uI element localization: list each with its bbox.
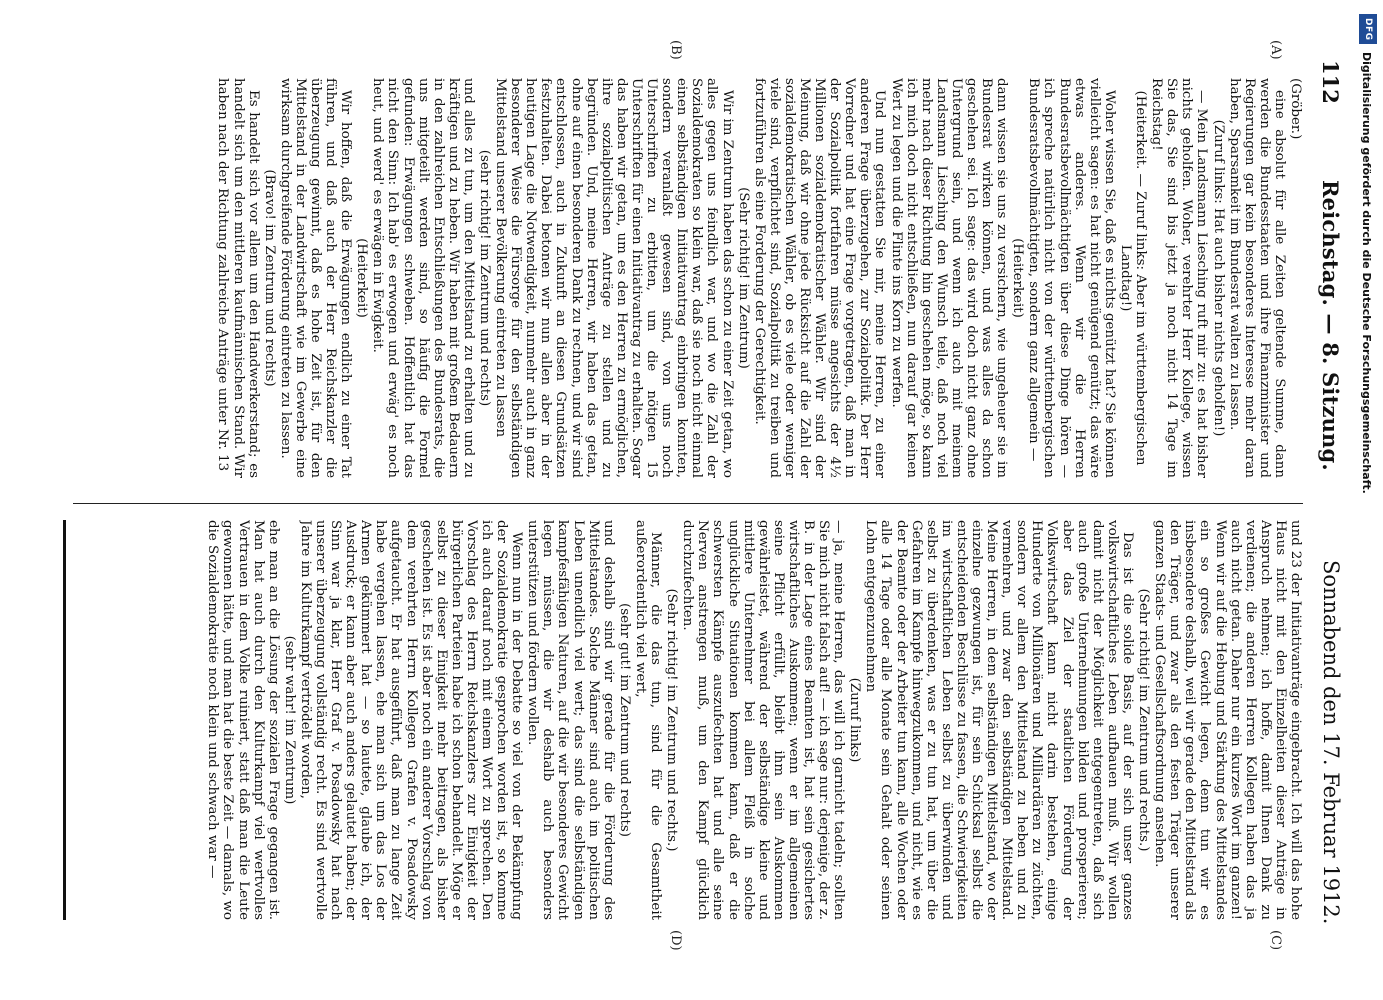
credit-text: Digitalisierung gefördert durch die Deutsche Forschungsgemeinschaft.: [1360, 52, 1373, 494]
paragraph: — Mein Landsmann Liesching ruft mir zu: es hat bisher nichts geholfen. Woher, verehrter Herr Kollege, wissen Sie das, Sie sind bis jetzt ja noch nicht 14 Tage im Reichstag!: [1149, 78, 1210, 478]
paragraph: — ja, meine Herren, das will ich garnicht tadeln; sollten Sie mich nicht falsch auf! — ich sage nur: derjenige, der z. B. in der Lage eines Beamten ist, hat sein gesichertes wirtschaftliches Auskommen; wenn er im allgemeinen seine Pflicht erfüllt, bleibt ihm sein Auskommen gewährleistet, während der selbständige kleine und mittlere Unternehmer bei allem Fleiß in solche unglückliche Situationen kommen kann, daß er die schwersten Kämpfe auszufechten hat und alle seine Nerven anstrengen muß, um den Kampf glücklich durchzufechten.: [680, 520, 847, 920]
paragraph: Wir hoffen, daß die Erwägungen endlich zu einer Tat führen, und daß auch der Herr Reichskanzler die überzeugung gewinnt, daß es hohe Zeit ist, für den Mittelstand in der Landwirtschaft wie im Gewerbe eine wirksam durchgreifende Förderung eintreten zu lassen.: [277, 78, 354, 478]
margin-mark-b: (B): [668, 40, 683, 60]
paragraph: Das ist die solide Basis, auf der sich unser ganzes volkswirtschaftliches Leben aufbauen muß. Wir wollen damit nicht der Möglichkeit entgegentreten, daß sich auch große Unternehmungen bilden und prosperieren; aber das Ziel der staatlichen Förderung der Volkswirtschaft kann nicht darin bestehen, einige Hunderte von Millionären und Milliardären zu züchten, sondern vor allem den Mittelstand zu heben und zu vermehren, und zwar den selbständigen Mittelstand. Meine Herren, in dem selbständigen Mittelstand, wo der einzelne gezwungen ist, für sein Schicksal selbst die entscheidenden Beschlüsse zu fassen, die Schwierigkeiten im wirtschaftlichen Leben selbst zu überwinden und selbst zu überdenken, was er zu tun hat, um über die Gefahren im Kampfe hinwegzukommen, und nicht, wie es der Beamte oder der Arbeiter tun kann, alle Wochen oder alle 14 Tage oder alle Monate sein Gehalt oder seinen Lohn entgegenzunehmen: [863, 520, 1135, 920]
interjection: (Zuruf links: Hat auch bisher nichts geholfen!): [1210, 119, 1226, 437]
interjection: (Heiterkeit. — Zuruf links: Aber im württembergischen Landtag!): [1117, 90, 1149, 466]
paragraph: und 23 der Initiativanträge eingebracht. Ich will das hohe Haus nicht mit den Einzelheiten dieser Anträge in Anspruch nehmen; ich hoffe, damit Ihnen Dank zu verdienen; die anderen Herren Kollegen haben das ja auch nicht getan. Daher nur ein kurzes Wort im ganzen! Wenn wir auf die Hebung und Stärkung des Mittelstandes ein so großes Gewicht legen, denn tun wir es insbesondere deshalb, weil wir gerade den Mittelstand als den Träger, und zwar als den festen Träger unserer ganzen Staats- und Gesellschaftsordnung ansehen.: [1152, 520, 1303, 920]
paragraph: Woher wissen Sie, daß es nichts genützt hat? Sie können vielleicht sagen: es hat nicht genügend genützt; das wäre etwas anderes. Wenn wir die Herren Bundesratsbevollmächtigten über diese Dinge hören — ich spreche natürlich nicht von der württembergischen Bundesratsbevollmächtigten, sondern ganz allgemein —: [1026, 78, 1117, 478]
margin-mark-d: (D): [668, 930, 683, 951]
paragraph: Wenn nun in der Debatte so viel von der Bekämpfung der Sozialdemokratie gesprochen worden ist, so komme ich auch darauf noch mit einem Wort zu sprechen. Den Vorschlag des Herrn Reichskanzlers zur Einigkeit der bürgerlichen Parteien habe ich schon behandelt. Möge er selbst zu dieser Einigkeit mehr beitragen, als bisher geschehen ist. Es ist aber noch ein anderer Vorschlag von dem verehrten Herrn Kollegen Grafen v. Posadowsky aufgetaucht. Er hat ausgeführt, daß man zu lange Zeit habe vergehen lassen, ehe man sich um das Los der Armen gekümmert hat — so lautete, glaube ich, der Ausdruck; er kann aber auch anders gelautet haben; der Sinn war ja klar, Herr Graf v. Posadowsky hat nach unserer überzeugung vollständig recht. Es sind wertvolle Jahre im Kulturkampf vertrödelt worden,: [297, 520, 525, 920]
dfg-logo-icon: DFG: [1359, 14, 1377, 44]
interjection: (Sehr richtig! im Zentrum und rechts.): [1136, 588, 1152, 852]
margin-mark-a: (A): [1268, 40, 1283, 60]
paragraph: und deshalb sind wir gerade für die Förderung des Mittelstandes. Solche Männer sind auch im politischen Leben unendlich viel wert; das sind die selbständigen kampfesfähigen Naturen, auf die wir besonderes Gewicht legen müssen, die wir deshalb auch besonders unterstützen und fördern wollen.: [525, 520, 616, 920]
column-divider: [73, 503, 1303, 504]
margin-mark-c: (C): [1268, 930, 1283, 951]
paragraph: Und nun gestatten Sie mir, meine Herren, zu einer anderen Frage überzugehen, zur Sozialpolitik. Der Herr Vorredner und hat eine Frage vorgetragen, daß man in der Sozialpolitik fortfahren müsse angesichts der 4½ Millionen sozialdemokratischer Wähler. Wir sind der Meinung, daß wir ohne jede Rücksicht auf die Zahl der sozialdemokratischen Wähler, ob es viele oder weniger viele sind, verpflichtet sind, Sozialpolitik zu treiben und fortzuführen als eine Forderung der Gerechtigkeit.: [751, 78, 888, 478]
interjection: (Sehr richtig! im Zentrum und rechts.): [664, 588, 680, 852]
session-date: Sonnabend den 17. Februar 1912.: [1319, 560, 1343, 925]
running-head: Reichstag. — 8. Sitzung.: [1318, 180, 1343, 471]
paragraph: und alles zu tun, um den Mittelstand zu erhalten und zu kräftigen und zu heben. Wir haben mit großem Bedauern in den zahlreichen Entschließungen des Bundesrats, die uns mitgeteilt werden sind, so häufig die Formel gefunden: Erwägungen schweben. Hoffentlich hat das nicht den Sinn: Ich hab' es erwogen und erwäg' es noch heut, und werd' es erwägen in Ewigkeit.: [370, 78, 476, 478]
paragraph: Es handelt sich vor allem um den Handwerkerstand; es handelt sich um den mittleren kaufmännischen Stand. Wir haben nach der Richtung zahlreiche Anträge unter Nr. 13: [215, 78, 261, 478]
interjection: (Zuruf links): [847, 677, 863, 763]
text-column-right: [73, 520, 1303, 920]
end-rule: [63, 520, 66, 920]
interjection: (Heiterkeit): [1010, 238, 1026, 318]
interjection: (sehr gut! im Zentrum und rechts): [616, 603, 632, 837]
paragraph: Wir im Zentrum haben das schon zu einer Zeit getan, wo alles gegen uns feindlich war, und wo die Zahl der Sozialdemokraten so klein war, daß sie noch nicht einmal einen selbständigen Initiativantrag einbringen konnten, sondern veranlaßt gewesen sind, von uns noch Unterschriften zu erbitten, um die nötigen 15 Unterschriften für einen Initiativantrag zu erhalten. Sogar das haben wir getan, um es den Herren zu ermöglichen, ihre sozialpolitischen Anträge zu stellen und zu begründen. Und, meine Herren, wir haben das getan, ohne auf einen besonderen Dank zu rechnen, und wir sind entschlossen, auch in Zukunft an diesen Grundsätzen festzuhalten. Dabei betonen wir nun allen aber in der heutigen Lage die Notwendigkeit, nunmehr auch in ganz besonderer Weise die Fürsorge für den selbständigen Mittelstand unserer Bevölkerung eintreten zu lassen: [493, 78, 735, 478]
page-number: 112: [1318, 60, 1343, 104]
paragraph: Männer, die das tun, sind für die Gesamtheit außerordentlich viel wert,: [632, 520, 664, 920]
paragraph: (Gröber.): [1288, 78, 1303, 140]
interjection: (sehr wahr! im Zentrum): [281, 635, 297, 805]
interjection: (sehr richtig! im Zentrum und rechts): [477, 149, 493, 407]
interjection: (Sehr richtig! im Zentrum): [735, 187, 751, 369]
text-column-left: [73, 78, 1303, 478]
digitization-credit: [1358, 8, 1380, 992]
paragraph: ehe man an die Lösung der sozialen Frage gegangen ist. Man hat auch durch den Kulturkampf viel wertvolles Vertrauen in dem Volke ruiniert, statt daß man die Leute gewonnen hätte, und man hat die beste Zeit — damals, wo die Sozialdemokratie noch klein und schwach war —: [205, 520, 281, 920]
interjection: (Heiterkeit): [354, 238, 370, 318]
paragraph: eine absolut für alle Zeiten geltende Summe, dann werden die Bundesstaaten und ihre Finanzminister und Regierungen gar kein besonderes Interesse mehr daran haben, Sparsamkeit im Bundesrat walten zu lassen.: [1226, 78, 1287, 478]
paragraph: dann wissen sie uns zu versichern, wie ungeheuer sie im Bundesrat wirken können, und was alles da schon geschehen sei. Ich sage: das wird doch nicht ganz ohne Untergrund sein, und wenn ich auch mit meinem Landsmann Liesching den Wunsch teile, daß noch viel mehr nach dieser Richtung hin geschehen möge, so kann ich mich doch nicht entschließen, nun darauf gar keinen Wert zu legen und die Flinte ins Korn zu werfen.: [888, 78, 1010, 478]
interjection: (Bravo! im Zentrum und rechts): [261, 169, 277, 387]
